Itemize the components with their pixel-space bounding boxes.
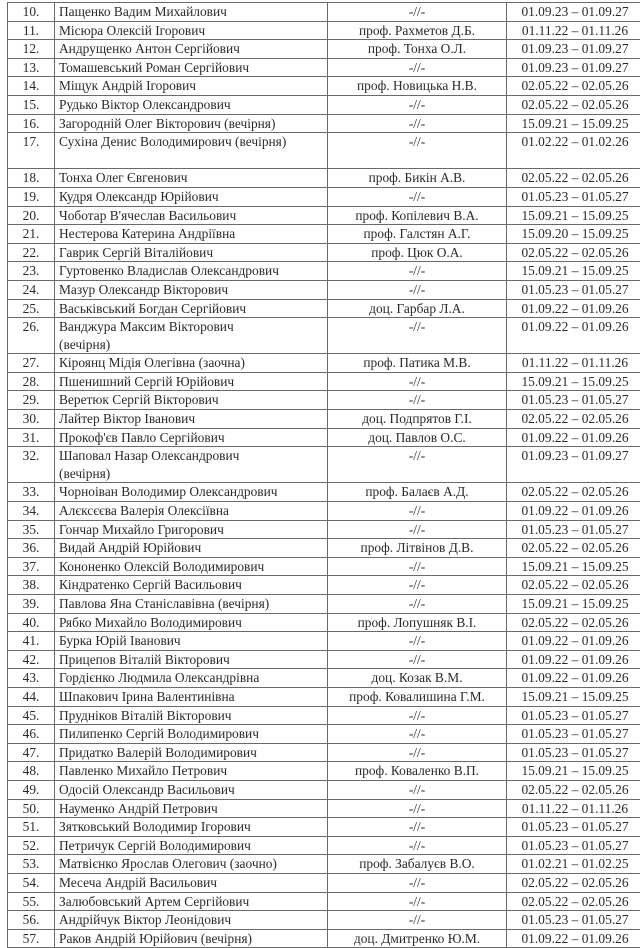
row-number-cell: 28. bbox=[8, 372, 55, 391]
student-name-cell: Придатко Валерій Володимирович bbox=[55, 743, 328, 762]
study-period-cell: 01.09.22 – 01.09.26 bbox=[507, 650, 640, 669]
table-row bbox=[8, 855, 640, 874]
supervisor-cell: -//- bbox=[328, 95, 507, 114]
supervisor-cell: -//- bbox=[328, 780, 507, 799]
supervisor-cell: -//- bbox=[328, 911, 507, 930]
supervisor-cell: проф. Копілевич В.А. bbox=[328, 206, 507, 225]
table-row bbox=[8, 133, 640, 169]
study-period-cell: 01.09.22 – 01.09.26 bbox=[507, 299, 640, 318]
supervisor-cell: -//- bbox=[328, 725, 507, 744]
supervisor-cell: -//- bbox=[328, 262, 507, 281]
table-row bbox=[8, 187, 640, 206]
student-name-cell: Алєксєєва Валерія Олексіївна bbox=[55, 502, 328, 521]
student-name-cell: Томашевський Роман Сергійович bbox=[55, 58, 328, 77]
student-name-cell: Андрущенко Антон Сергійович bbox=[55, 40, 328, 59]
table-row bbox=[8, 632, 640, 651]
student-name-cell: Сухіна Денис Володимирович (вечірня) bbox=[55, 133, 328, 169]
row-number-cell: 38. bbox=[8, 576, 55, 595]
study-period-cell: 01.05.23 – 01.05.27 bbox=[507, 725, 640, 744]
study-period-cell: 01.05.23 – 01.05.27 bbox=[507, 280, 640, 299]
row-number-cell: 45. bbox=[8, 706, 55, 725]
supervisor-cell: доц. Подпрятов Г.І. bbox=[328, 410, 507, 429]
row-number-cell: 21. bbox=[8, 225, 55, 244]
student-name-cell: Прудніков Віталій Вікторович bbox=[55, 706, 328, 725]
study-period-cell: 02.05.22 – 02.05.26 bbox=[507, 410, 640, 429]
study-period-cell: 01.09.22 – 01.09.26 bbox=[507, 669, 640, 688]
student-name-cell: Прокоф'єв Павло Сергійович bbox=[55, 428, 328, 447]
table-row bbox=[8, 706, 640, 725]
study-period-cell: 15.09.21 – 15.09.25 bbox=[507, 557, 640, 576]
study-period-cell: 02.05.22 – 02.05.26 bbox=[507, 892, 640, 911]
table-row bbox=[8, 762, 640, 781]
supervisor-cell: -//- bbox=[328, 743, 507, 762]
study-period-cell: 02.05.22 – 02.05.26 bbox=[507, 243, 640, 262]
study-period-cell: 01.09.23 – 01.09.27 bbox=[507, 3, 640, 22]
row-number-cell: 37. bbox=[8, 557, 55, 576]
student-name-cell: Шпакович Ірина Валентинівна bbox=[55, 687, 328, 706]
table-row bbox=[8, 40, 640, 59]
student-name-cell: Гаврик Сергій Віталійович bbox=[55, 243, 328, 262]
supervisor-cell: проф. Галстян А.Г. bbox=[328, 225, 507, 244]
student-name-cell: Павленко Михайло Петрович bbox=[55, 762, 328, 781]
row-number-cell: 13. bbox=[8, 58, 55, 77]
student-name-cell: Кіроянц Мідія Олегівна (заочна) bbox=[55, 354, 328, 373]
study-period-cell: 01.05.23 – 01.05.27 bbox=[507, 187, 640, 206]
supervisor-cell: -//- bbox=[328, 3, 507, 22]
student-name-cell: Васьківський Богдан Сергійович bbox=[55, 299, 328, 318]
table-row bbox=[8, 595, 640, 614]
supervisor-cell: проф. Патика М.В. bbox=[328, 354, 507, 373]
row-number-cell: 52. bbox=[8, 836, 55, 855]
student-name-cell: Бурка Юрій Іванович bbox=[55, 632, 328, 651]
table-row bbox=[8, 557, 640, 576]
supervisor-cell: проф. Цюк О.А. bbox=[328, 243, 507, 262]
study-period-cell: 02.05.22 – 02.05.26 bbox=[507, 539, 640, 558]
supervisor-cell: -//- bbox=[328, 818, 507, 837]
table-row bbox=[8, 77, 640, 96]
table-row bbox=[8, 929, 640, 948]
table-row bbox=[8, 873, 640, 892]
table-row bbox=[8, 613, 640, 632]
student-name-cell: Видай Андрій Юрійович bbox=[55, 539, 328, 558]
study-period-cell: 15.09.21 – 15.09.25 bbox=[507, 687, 640, 706]
student-name-cell: Матвієнко Ярослав Олегович (заочно) bbox=[55, 855, 328, 874]
study-period-cell: 01.09.23 – 01.09.27 bbox=[507, 40, 640, 59]
student-name-cell: Загородній Олег Вікторович (вечірня) bbox=[55, 114, 328, 133]
row-number-cell: 39. bbox=[8, 595, 55, 614]
study-period-cell: 01.09.23 – 01.09.27 bbox=[507, 58, 640, 77]
study-period-cell: 01.05.23 – 01.05.27 bbox=[507, 743, 640, 762]
table-body bbox=[8, 3, 640, 948]
study-period-cell: 02.05.22 – 02.05.26 bbox=[507, 873, 640, 892]
table-row bbox=[8, 669, 640, 688]
study-period-cell: 02.05.22 – 02.05.26 bbox=[507, 169, 640, 188]
row-number-cell: 33. bbox=[8, 483, 55, 502]
student-name-cell: Гончар Михайло Григорович bbox=[55, 520, 328, 539]
table-row bbox=[8, 225, 640, 244]
supervisor-cell: -//- bbox=[328, 892, 507, 911]
supervisor-cell: -//- bbox=[328, 280, 507, 299]
row-number-cell: 23. bbox=[8, 262, 55, 281]
row-number-cell: 24. bbox=[8, 280, 55, 299]
student-name-cell: Чорноіван Володимир Олександрович bbox=[55, 483, 328, 502]
row-number-cell: 29. bbox=[8, 391, 55, 410]
row-number-cell: 34. bbox=[8, 502, 55, 521]
row-number-cell: 30. bbox=[8, 410, 55, 429]
supervisor-cell: -//- bbox=[328, 391, 507, 410]
study-period-cell: 15.09.21 – 15.09.25 bbox=[507, 372, 640, 391]
row-number-cell: 42. bbox=[8, 650, 55, 669]
table-row bbox=[8, 95, 640, 114]
table-row bbox=[8, 410, 640, 429]
student-name-cell: Рябко Михайло Володимирович bbox=[55, 613, 328, 632]
table-row bbox=[8, 576, 640, 595]
supervisor-cell: -//- bbox=[328, 557, 507, 576]
student-name-cell: Шаповал Назар Олександрович (вечірня) bbox=[55, 447, 328, 483]
table-row bbox=[8, 743, 640, 762]
student-name-cell: Місюра Олексій Ігорович bbox=[55, 21, 328, 40]
student-name-cell: Павлова Яна Станіславівна (вечірня) bbox=[55, 595, 328, 614]
study-period-cell: 01.02.21 – 01.02.25 bbox=[507, 855, 640, 874]
table-row bbox=[8, 725, 640, 744]
student-name-cell: Мазур Олександр Вікторович bbox=[55, 280, 328, 299]
supervisor-cell: проф. Забалуєв В.О. bbox=[328, 855, 507, 874]
row-number-cell: 50. bbox=[8, 799, 55, 818]
row-number-cell: 10. bbox=[8, 3, 55, 22]
table-row bbox=[8, 206, 640, 225]
supervisor-cell: проф. Бикін А.В. bbox=[328, 169, 507, 188]
table-row bbox=[8, 799, 640, 818]
student-name-cell: Месеча Андрій Васильович bbox=[55, 873, 328, 892]
study-period-cell: 15.09.21 – 15.09.25 bbox=[507, 114, 640, 133]
student-name-cell: Раков Андрій Юрійович (вечірня) bbox=[55, 929, 328, 948]
supervisor-cell: доц. Козак В.М. bbox=[328, 669, 507, 688]
table-row bbox=[8, 483, 640, 502]
supervisor-cell: проф. Балаєв А.Д. bbox=[328, 483, 507, 502]
student-name-cell: Веретюк Сергій Вікторович bbox=[55, 391, 328, 410]
study-period-cell: 02.05.22 – 02.05.26 bbox=[507, 77, 640, 96]
table-row bbox=[8, 280, 640, 299]
table-row bbox=[8, 243, 640, 262]
row-number-cell: 22. bbox=[8, 243, 55, 262]
supervisor-cell: -//- bbox=[328, 650, 507, 669]
study-period-cell: 15.09.21 – 15.09.25 bbox=[507, 595, 640, 614]
row-number-cell: 53. bbox=[8, 855, 55, 874]
row-number-cell: 36. bbox=[8, 539, 55, 558]
table-row bbox=[8, 911, 640, 930]
row-number-cell: 35. bbox=[8, 520, 55, 539]
table-row bbox=[8, 262, 640, 281]
supervisor-cell: -//- bbox=[328, 447, 507, 483]
table-row bbox=[8, 428, 640, 447]
row-number-cell: 26. bbox=[8, 318, 55, 354]
supervisor-cell: -//- bbox=[328, 187, 507, 206]
study-period-cell: 15.09.21 – 15.09.25 bbox=[507, 262, 640, 281]
study-period-cell: 02.05.22 – 02.05.26 bbox=[507, 95, 640, 114]
table-row bbox=[8, 299, 640, 318]
study-period-cell: 02.05.22 – 02.05.26 bbox=[507, 576, 640, 595]
table-row bbox=[8, 836, 640, 855]
supervisor-cell: проф. Рахметов Д.Б. bbox=[328, 21, 507, 40]
student-name-cell: Петричук Сергій Володимирович bbox=[55, 836, 328, 855]
study-period-cell: 01.05.23 – 01.05.27 bbox=[507, 911, 640, 930]
table-row bbox=[8, 780, 640, 799]
study-period-cell: 01.09.22 – 01.09.26 bbox=[507, 428, 640, 447]
row-number-cell: 25. bbox=[8, 299, 55, 318]
student-name-cell: Ванджура Максим Вікторович (вечірня) bbox=[55, 318, 328, 354]
row-number-cell: 17. bbox=[8, 133, 55, 169]
study-period-cell: 02.05.22 – 02.05.26 bbox=[507, 613, 640, 632]
study-period-cell: 01.05.23 – 01.05.27 bbox=[507, 836, 640, 855]
row-number-cell: 20. bbox=[8, 206, 55, 225]
study-period-cell: 15.09.20 – 15.09.25 bbox=[507, 225, 640, 244]
student-name-cell: Нестерова Катерина Андріївна bbox=[55, 225, 328, 244]
table-row bbox=[8, 21, 640, 40]
student-name-cell: Кіндратенко Сергій Васильович bbox=[55, 576, 328, 595]
student-name-cell: Одосій Олександр Васильович bbox=[55, 780, 328, 799]
table-row bbox=[8, 169, 640, 188]
study-period-cell: 02.05.22 – 02.05.26 bbox=[507, 483, 640, 502]
student-name-cell: Зятковський Володимир Ігорович bbox=[55, 818, 328, 837]
row-number-cell: 41. bbox=[8, 632, 55, 651]
student-name-cell: Кононенко Олексій Володимирович bbox=[55, 557, 328, 576]
table-row bbox=[8, 58, 640, 77]
study-period-cell: 01.09.22 – 01.09.26 bbox=[507, 318, 640, 354]
study-period-cell: 01.11.22 – 01.11.26 bbox=[507, 21, 640, 40]
row-number-cell: 12. bbox=[8, 40, 55, 59]
supervisor-cell: проф. Ковалишина Г.М. bbox=[328, 687, 507, 706]
student-name-cell: Науменко Андрій Петрович bbox=[55, 799, 328, 818]
student-name-cell: Пилипенко Сергій Володимирович bbox=[55, 725, 328, 744]
row-number-cell: 54. bbox=[8, 873, 55, 892]
row-number-cell: 46. bbox=[8, 725, 55, 744]
row-number-cell: 32. bbox=[8, 447, 55, 483]
supervisor-cell: -//- bbox=[328, 799, 507, 818]
table-row bbox=[8, 502, 640, 521]
supervisor-cell: проф. Коваленко В.П. bbox=[328, 762, 507, 781]
student-name-cell: Залюбовський Артем Сергійович bbox=[55, 892, 328, 911]
supervisor-cell: -//- bbox=[328, 632, 507, 651]
study-period-cell: 01.05.23 – 01.05.27 bbox=[507, 520, 640, 539]
supervisor-cell: доц. Гарбар Л.А. bbox=[328, 299, 507, 318]
supervisor-cell: -//- bbox=[328, 873, 507, 892]
row-number-cell: 40. bbox=[8, 613, 55, 632]
table-row bbox=[8, 539, 640, 558]
students-table bbox=[7, 2, 640, 948]
student-name-cell: Гуртовенко Владислав Олександрович bbox=[55, 262, 328, 281]
table-row bbox=[8, 318, 640, 354]
study-period-cell: 02.05.22 – 02.05.26 bbox=[507, 780, 640, 799]
row-number-cell: 11. bbox=[8, 21, 55, 40]
table-row bbox=[8, 3, 640, 22]
table-row bbox=[8, 354, 640, 373]
student-name-cell: Міщук Андрій Ігорович bbox=[55, 77, 328, 96]
student-name-cell: Чоботар В'ячеслав Васильович bbox=[55, 206, 328, 225]
row-number-cell: 47. bbox=[8, 743, 55, 762]
study-period-cell: 01.09.23 – 01.09.27 bbox=[507, 447, 640, 483]
supervisor-cell: -//- bbox=[328, 576, 507, 595]
row-number-cell: 56. bbox=[8, 911, 55, 930]
table-row bbox=[8, 892, 640, 911]
row-number-cell: 14. bbox=[8, 77, 55, 96]
supervisor-cell: проф. Тонха О.Л. bbox=[328, 40, 507, 59]
table-row bbox=[8, 650, 640, 669]
row-number-cell: 51. bbox=[8, 818, 55, 837]
row-number-cell: 48. bbox=[8, 762, 55, 781]
supervisor-cell: -//- bbox=[328, 595, 507, 614]
student-name-cell: Тонха Олег Євгенович bbox=[55, 169, 328, 188]
row-number-cell: 49. bbox=[8, 780, 55, 799]
study-period-cell: 15.09.21 – 15.09.25 bbox=[507, 762, 640, 781]
supervisor-cell: -//- bbox=[328, 502, 507, 521]
table-row bbox=[8, 447, 640, 483]
student-name-cell: Лайтер Віктор Іванович bbox=[55, 410, 328, 429]
supervisor-cell: проф. Лопушняк В.І. bbox=[328, 613, 507, 632]
supervisor-cell: -//- bbox=[328, 706, 507, 725]
table-row bbox=[8, 114, 640, 133]
row-number-cell: 43. bbox=[8, 669, 55, 688]
supervisor-cell: -//- bbox=[328, 372, 507, 391]
study-period-cell: 01.09.22 – 01.09.26 bbox=[507, 929, 640, 948]
study-period-cell: 15.09.21 – 15.09.25 bbox=[507, 206, 640, 225]
study-period-cell: 01.05.23 – 01.05.27 bbox=[507, 818, 640, 837]
supervisor-cell: -//- bbox=[328, 114, 507, 133]
study-period-cell: 01.11.22 – 01.11.26 bbox=[507, 799, 640, 818]
study-period-cell: 01.09.22 – 01.09.26 bbox=[507, 502, 640, 521]
supervisor-cell: -//- bbox=[328, 133, 507, 169]
supervisor-cell: -//- bbox=[328, 58, 507, 77]
row-number-cell: 18. bbox=[8, 169, 55, 188]
study-period-cell: 01.05.23 – 01.05.27 bbox=[507, 391, 640, 410]
supervisor-cell: проф. Літвінов Д.В. bbox=[328, 539, 507, 558]
supervisor-cell: проф. Новицька Н.В. bbox=[328, 77, 507, 96]
study-period-cell: 01.09.22 – 01.09.26 bbox=[507, 632, 640, 651]
student-name-cell: Рудько Віктор Олександрович bbox=[55, 95, 328, 114]
row-number-cell: 16. bbox=[8, 114, 55, 133]
row-number-cell: 19. bbox=[8, 187, 55, 206]
table-row bbox=[8, 818, 640, 837]
supervisor-cell: доц. Дмитренко Ю.М. bbox=[328, 929, 507, 948]
supervisor-cell: -//- bbox=[328, 836, 507, 855]
table-row bbox=[8, 687, 640, 706]
student-name-cell: Гордієнко Людмила Олександрівна bbox=[55, 669, 328, 688]
row-number-cell: 57. bbox=[8, 929, 55, 948]
row-number-cell: 15. bbox=[8, 95, 55, 114]
supervisor-cell: доц. Павлов О.С. bbox=[328, 428, 507, 447]
table-row bbox=[8, 372, 640, 391]
study-period-cell: 01.05.23 – 01.05.27 bbox=[507, 706, 640, 725]
row-number-cell: 31. bbox=[8, 428, 55, 447]
table-row bbox=[8, 391, 640, 410]
student-name-cell: Пшенишний Сергій Юрійович bbox=[55, 372, 328, 391]
student-name-cell: Андрійчук Віктор Леонідович bbox=[55, 911, 328, 930]
student-name-cell: Пащенко Вадим Михайлович bbox=[55, 3, 328, 22]
row-number-cell: 44. bbox=[8, 687, 55, 706]
study-period-cell: 01.02.22 – 01.02.26 bbox=[507, 133, 640, 169]
supervisor-cell: -//- bbox=[328, 520, 507, 539]
student-name-cell: Прицепов Віталій Вікторович bbox=[55, 650, 328, 669]
supervisor-cell: -//- bbox=[328, 318, 507, 354]
student-name-cell: Кудря Олександр Юрійович bbox=[55, 187, 328, 206]
row-number-cell: 55. bbox=[8, 892, 55, 911]
study-period-cell: 01.11.22 – 01.11.26 bbox=[507, 354, 640, 373]
row-number-cell: 27. bbox=[8, 354, 55, 373]
table-row bbox=[8, 520, 640, 539]
